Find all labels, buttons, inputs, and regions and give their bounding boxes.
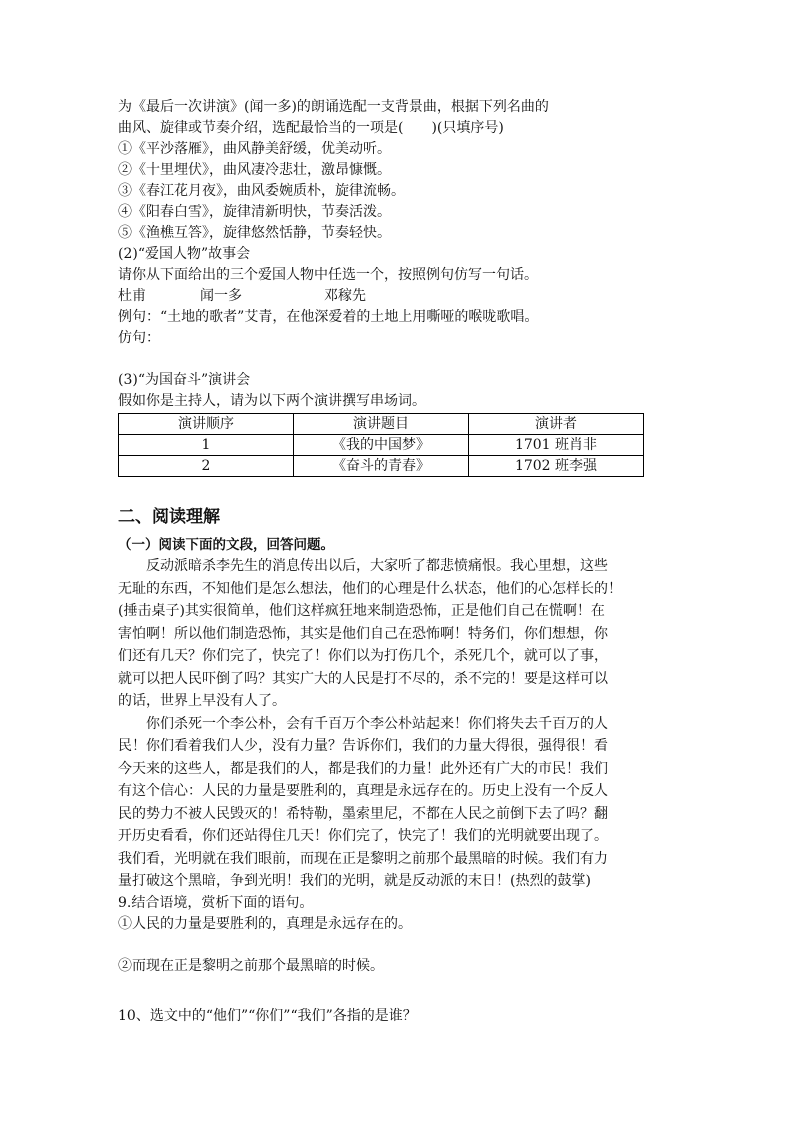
section-title: 二、阅读理解 — [118, 507, 220, 527]
table-row — [119, 435, 644, 456]
option-line: ①《平沙落雁》，曲风静美舒缓，优美动听。 — [118, 141, 391, 157]
option-line: ④《阳春白雪》，旋律清新明快，节奏活泼。 — [118, 204, 391, 220]
person-name: 邓稼先 — [324, 288, 366, 304]
option-line: ⑤《渔樵互答》，旋律悠然恬静，节奏轻快。 — [118, 225, 391, 241]
table-cell: 1 — [119, 435, 294, 456]
question-9 — [118, 893, 678, 998]
table-cell: 《奋斗的青春》 — [294, 456, 469, 477]
table-row — [119, 456, 644, 477]
section-heading: (2)“爱国人物”故事会 — [118, 246, 251, 262]
instruction-text: 请你从下面给出的三个爱国人物中任选一个，按照例句仿写一句话。 — [118, 267, 538, 283]
answer-space — [118, 977, 678, 998]
question-item: ②而现在正是黎明之前那个最黑暗的时候。 — [118, 957, 384, 974]
passage-line: 就可以把人民吓倒了吗？其实广大的人民是打不尽的，杀不完的！要是这样可以 — [118, 670, 608, 687]
music-question — [118, 97, 678, 244]
speech-section — [118, 370, 678, 477]
table-header-cell: 演讲题目 — [294, 414, 469, 435]
passage-line: 的话，世界上早没有人了。 — [118, 693, 286, 709]
table-header-cell: 演讲顺序 — [119, 414, 294, 435]
question-item: ①人民的力量是要胜利的，真理是永远存在的。 — [118, 915, 412, 932]
option-line: ③《春江花月夜》，曲风委婉质朴，旋律流畅。 — [118, 183, 405, 199]
passage-line: 我们看，光明就在我们眼前，而现在正是黎明之前那个最黑暗的时候。我们有力 — [118, 850, 608, 867]
table-cell: 2 — [119, 456, 294, 477]
story-section — [118, 244, 678, 370]
passage-line: 你们杀死一个李公朴，会有千百万个李公朴站起来！你们将失去千百万的人 — [146, 715, 608, 732]
passage-line: 无耻的东西，不知他们是怎么想法，他们的心理是什么状态，他们的心怎样长的！ — [118, 580, 622, 597]
table-header-row — [119, 414, 644, 435]
question-title: 9.结合语境，赏析下面的语句。 — [118, 894, 314, 911]
table-cell: 1701 班肖非 — [469, 435, 644, 456]
instruction-text: 假如你是主持人，请为以下两个演讲撰写串场词。 — [118, 393, 426, 409]
question-title: 10、选文中的“他们”“你们”“我们”各指的是谁？ — [118, 1007, 417, 1024]
question-line: 为《最后一次讲演》(闻一多)的朗诵选配一支背景曲，根据下列名曲的 — [118, 99, 549, 115]
passage-line: 民的势力不被人民毁灭的！希特勒，墨索里尼，不都在人民之前倒下去了吗？翻 — [118, 805, 608, 822]
passage-line: 反动派暗杀李先生的消息传出以后，大家听了都悲愤痛恨。我心里想，这些 — [146, 558, 608, 574]
speech-table — [118, 413, 644, 477]
example-sentence: 例句：“土地的歌者”艾青，在他深爱着的土地上用嘶哑的喉咙歌唱。 — [118, 309, 539, 325]
people-list — [118, 286, 678, 307]
passage-line: 们还有几天？你们完了，快完了！你们以为打伤几个，杀死几个，就可以了事， — [118, 648, 608, 664]
passage-line: 量打破这个黑暗，争到光明！我们的光明，就是反动派的末日！(热烈的鼓掌) — [118, 873, 591, 889]
passage-line: 害怕啊！所以他们制造恐怖，其实是他们自己在恐怖啊！特务们，你们想想，你 — [118, 625, 608, 642]
option-line: ②《十里埋伏》，曲风凄冷悲壮，激昂慷慨。 — [118, 162, 391, 178]
imitate-label: 仿句： — [118, 330, 160, 346]
passage-line: 开历史看看，你们还站得住几天！你们完了，快完了！我们的光明就要出现了。 — [118, 828, 608, 844]
table-cell: 1702 班李强 — [469, 456, 644, 477]
table-header-cell: 演讲者 — [469, 414, 644, 435]
person-name: 闻一多 — [200, 288, 242, 304]
table-cell: 《我的中国梦》 — [294, 435, 469, 456]
passage-line: 有这个信心：人民的力量是要胜利的，真理是永远存在的。历史上没有一个反人 — [118, 783, 608, 799]
person-name: 杜甫 — [118, 288, 146, 304]
reading-passage — [118, 555, 678, 893]
subsection-title: （一）阅读下面的文段，回答问题。 — [118, 537, 334, 553]
document-page — [118, 97, 678, 1027]
passage-line: 民！你们看着我们人少，没有力量？告诉你们，我们的力量大得很，强得很！看 — [118, 738, 608, 754]
passage-line: 今天来的这些人，都是我们的人，都是我们的力量！此外还有广大的市民！我们 — [118, 760, 608, 777]
answer-space — [118, 349, 678, 370]
question-line: 曲风、旋律或节奏介绍，选配最恰当的一项是( )(只填序号) — [118, 120, 504, 136]
question-10 — [118, 1006, 678, 1027]
passage-line: (捶击桌子)其实很简单，他们这样疯狂地来制造恐怖，正是他们自己在慌啊！在 — [118, 603, 605, 619]
section-heading: (3)“为国奋斗”演讲会 — [118, 372, 251, 388]
answer-space — [118, 935, 678, 956]
